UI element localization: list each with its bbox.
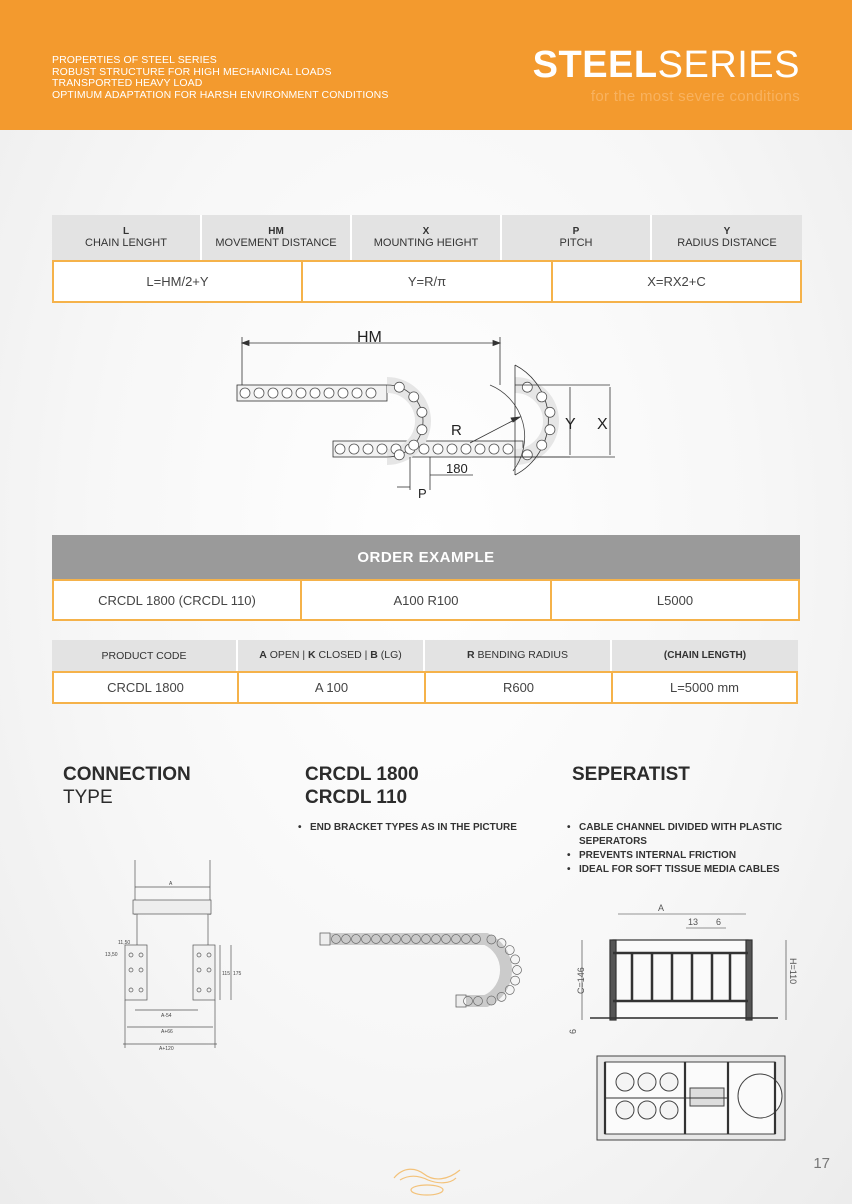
chain-link-icon bbox=[409, 440, 419, 450]
sep-dim-6: 6 bbox=[716, 917, 722, 927]
chain-link-icon bbox=[409, 392, 419, 402]
chain-link-icon bbox=[282, 388, 292, 398]
list-item: • IDEAL FOR SOFT TISSUE MEDIA CABLES bbox=[565, 863, 815, 877]
chain-link-icon bbox=[363, 444, 373, 454]
formula-row bbox=[52, 260, 802, 303]
property-line: ROBUST STRUCTURE FOR HIGH MECHANICAL LOADS bbox=[52, 65, 332, 78]
chain-link-icon bbox=[522, 382, 532, 392]
crcdl-bullets bbox=[296, 821, 546, 835]
sep-dim-13: 13 bbox=[688, 917, 699, 927]
seperatist-bullets bbox=[565, 821, 815, 877]
chain-link-icon bbox=[489, 444, 499, 454]
product-chain-value: L=5000 mm bbox=[612, 671, 798, 704]
chain-link-icon bbox=[366, 388, 376, 398]
list-item: • END BRACKET TYPES AS IN THE PICTURE bbox=[296, 821, 546, 835]
connection-type-title: CONNECTION TYPE bbox=[63, 764, 191, 808]
sep-dim-a: A bbox=[658, 903, 665, 913]
sep-dim-c146: C=146 bbox=[576, 967, 586, 994]
chain-link-icon bbox=[352, 388, 362, 398]
diagram-label-x: X bbox=[597, 416, 608, 433]
crcdl-title: CRCDL 1800 CRCDL 110 bbox=[305, 764, 419, 808]
diagram-label-y: Y bbox=[565, 416, 576, 433]
property-line: OPTIMUM ADAPTATION FOR HARSH ENVIRONMENT CONDITIONS bbox=[52, 88, 389, 101]
diagram-label-180: 180 bbox=[446, 461, 468, 476]
diagram-label-p: P bbox=[418, 486, 427, 501]
chain-link-icon bbox=[417, 407, 427, 417]
series-subtitle: for the most severe conditions bbox=[590, 88, 800, 105]
product-header-row bbox=[52, 640, 798, 671]
chain-link-icon bbox=[419, 444, 429, 454]
conn-dim-a120: A+120 bbox=[159, 1046, 174, 1052]
diagram-label-hm: HM bbox=[357, 329, 382, 346]
conn-dim-115: 115 bbox=[222, 971, 230, 977]
chain-link-icon bbox=[394, 382, 404, 392]
series-brand bbox=[470, 44, 800, 105]
product-header-akb: A OPEN | K CLOSED | B (LG) bbox=[238, 640, 425, 671]
series-title: STEELSERIES bbox=[532, 44, 800, 86]
param-header-p: P PITCH bbox=[502, 215, 652, 260]
formula-l: L=HM/2+Y bbox=[52, 260, 302, 303]
property-line: PROPERTIES OF STEEL SERIES bbox=[52, 54, 217, 66]
brand-logo bbox=[390, 1160, 464, 1198]
product-radius-value: R600 bbox=[425, 671, 612, 704]
order-example-heading: ORDER EXAMPLE bbox=[52, 535, 800, 579]
param-header-y: Y RADIUS DISTANCE bbox=[652, 215, 802, 260]
chain-link-icon bbox=[537, 392, 547, 402]
product-code-value: CRCDL 1800 bbox=[52, 671, 238, 704]
product-header-radius: R BENDING RADIUS bbox=[425, 640, 612, 671]
product-header-code: PRODUCT CODE bbox=[52, 640, 238, 671]
order-example-table bbox=[52, 579, 800, 621]
chain-link-icon bbox=[240, 388, 250, 398]
conn-dim-1150: 11,50 bbox=[118, 940, 131, 946]
parameters-table bbox=[52, 215, 802, 303]
chain-link-icon bbox=[545, 425, 555, 435]
product-value-row bbox=[52, 671, 798, 704]
chain-link-icon bbox=[461, 444, 471, 454]
diagram-label-r: R bbox=[451, 422, 462, 439]
order-example-row bbox=[52, 579, 800, 621]
chain-dimension-diagram bbox=[225, 325, 625, 505]
chain-link-icon bbox=[503, 444, 513, 454]
page-number: 17 bbox=[813, 1155, 830, 1172]
chain-link-icon bbox=[394, 450, 404, 460]
chain-link-icon bbox=[511, 976, 520, 985]
chain-link-icon bbox=[447, 444, 457, 454]
chain-link-icon bbox=[349, 444, 359, 454]
chain-link-icon bbox=[335, 444, 345, 454]
chain-link-icon bbox=[310, 388, 320, 398]
chain-link-icon bbox=[545, 407, 555, 417]
chain-link-icon bbox=[417, 425, 427, 435]
product-akb-value: A 100 bbox=[238, 671, 425, 704]
chain-link-icon bbox=[268, 388, 278, 398]
chain-link-icon bbox=[254, 388, 264, 398]
chain-link-icon bbox=[433, 444, 443, 454]
chain-link-icon bbox=[511, 955, 520, 964]
page-header bbox=[0, 0, 852, 130]
chain-link-icon bbox=[475, 444, 485, 454]
seperatist-drawing-top bbox=[595, 1052, 790, 1144]
order-example-length: L5000 bbox=[551, 579, 800, 621]
connection-type-drawing bbox=[105, 860, 255, 1052]
list-item: • PREVENTS INTERNAL FRICTION bbox=[565, 849, 815, 863]
param-header-l: L CHAIN LENGHT bbox=[52, 215, 202, 260]
conn-dim-a: A bbox=[169, 881, 173, 887]
chain-link-icon bbox=[377, 444, 387, 454]
list-item: • CABLE CHANNEL DIVIDED WITH PLASTIC SEPERATORS bbox=[565, 821, 815, 849]
order-example-ar: A100 R100 bbox=[301, 579, 551, 621]
property-line: TRANSPORTED HEAVY LOAD bbox=[52, 77, 203, 89]
chain-link-icon bbox=[513, 966, 522, 975]
param-header-hm: HM MOVEMENT DISTANCE bbox=[202, 215, 352, 260]
formula-x: X=RX2+C bbox=[552, 260, 802, 303]
conn-dim-175: 175 bbox=[233, 971, 242, 977]
conn-dim-1350: 13,50 bbox=[105, 952, 118, 958]
conn-dim-a66: A+66 bbox=[161, 1029, 173, 1035]
formula-y: Y=R/π bbox=[302, 260, 552, 303]
sep-dim-6b: 6 bbox=[568, 1028, 578, 1034]
chain-link-icon bbox=[522, 450, 532, 460]
product-header-chain: (CHAIN LENGTH) bbox=[612, 640, 798, 671]
properties-list bbox=[52, 55, 388, 101]
chain-link-icon bbox=[296, 388, 306, 398]
parameters-header-row bbox=[52, 215, 802, 260]
sep-dim-h110: H=110 bbox=[788, 958, 798, 985]
param-header-x: X MOUNTING HEIGHT bbox=[352, 215, 502, 260]
crcdl-chain-drawing bbox=[316, 925, 531, 1020]
chain-link-icon bbox=[338, 388, 348, 398]
order-example-code: CRCDL 1800 (CRCDL 110) bbox=[52, 579, 301, 621]
product-table bbox=[52, 640, 798, 704]
seperatist-title: SEPERATIST bbox=[572, 764, 690, 785]
chain-link-icon bbox=[324, 388, 334, 398]
conn-dim-a54: A-54 bbox=[161, 1013, 172, 1019]
seperatist-drawing-front bbox=[568, 898, 800, 1038]
chain-link-icon bbox=[537, 440, 547, 450]
